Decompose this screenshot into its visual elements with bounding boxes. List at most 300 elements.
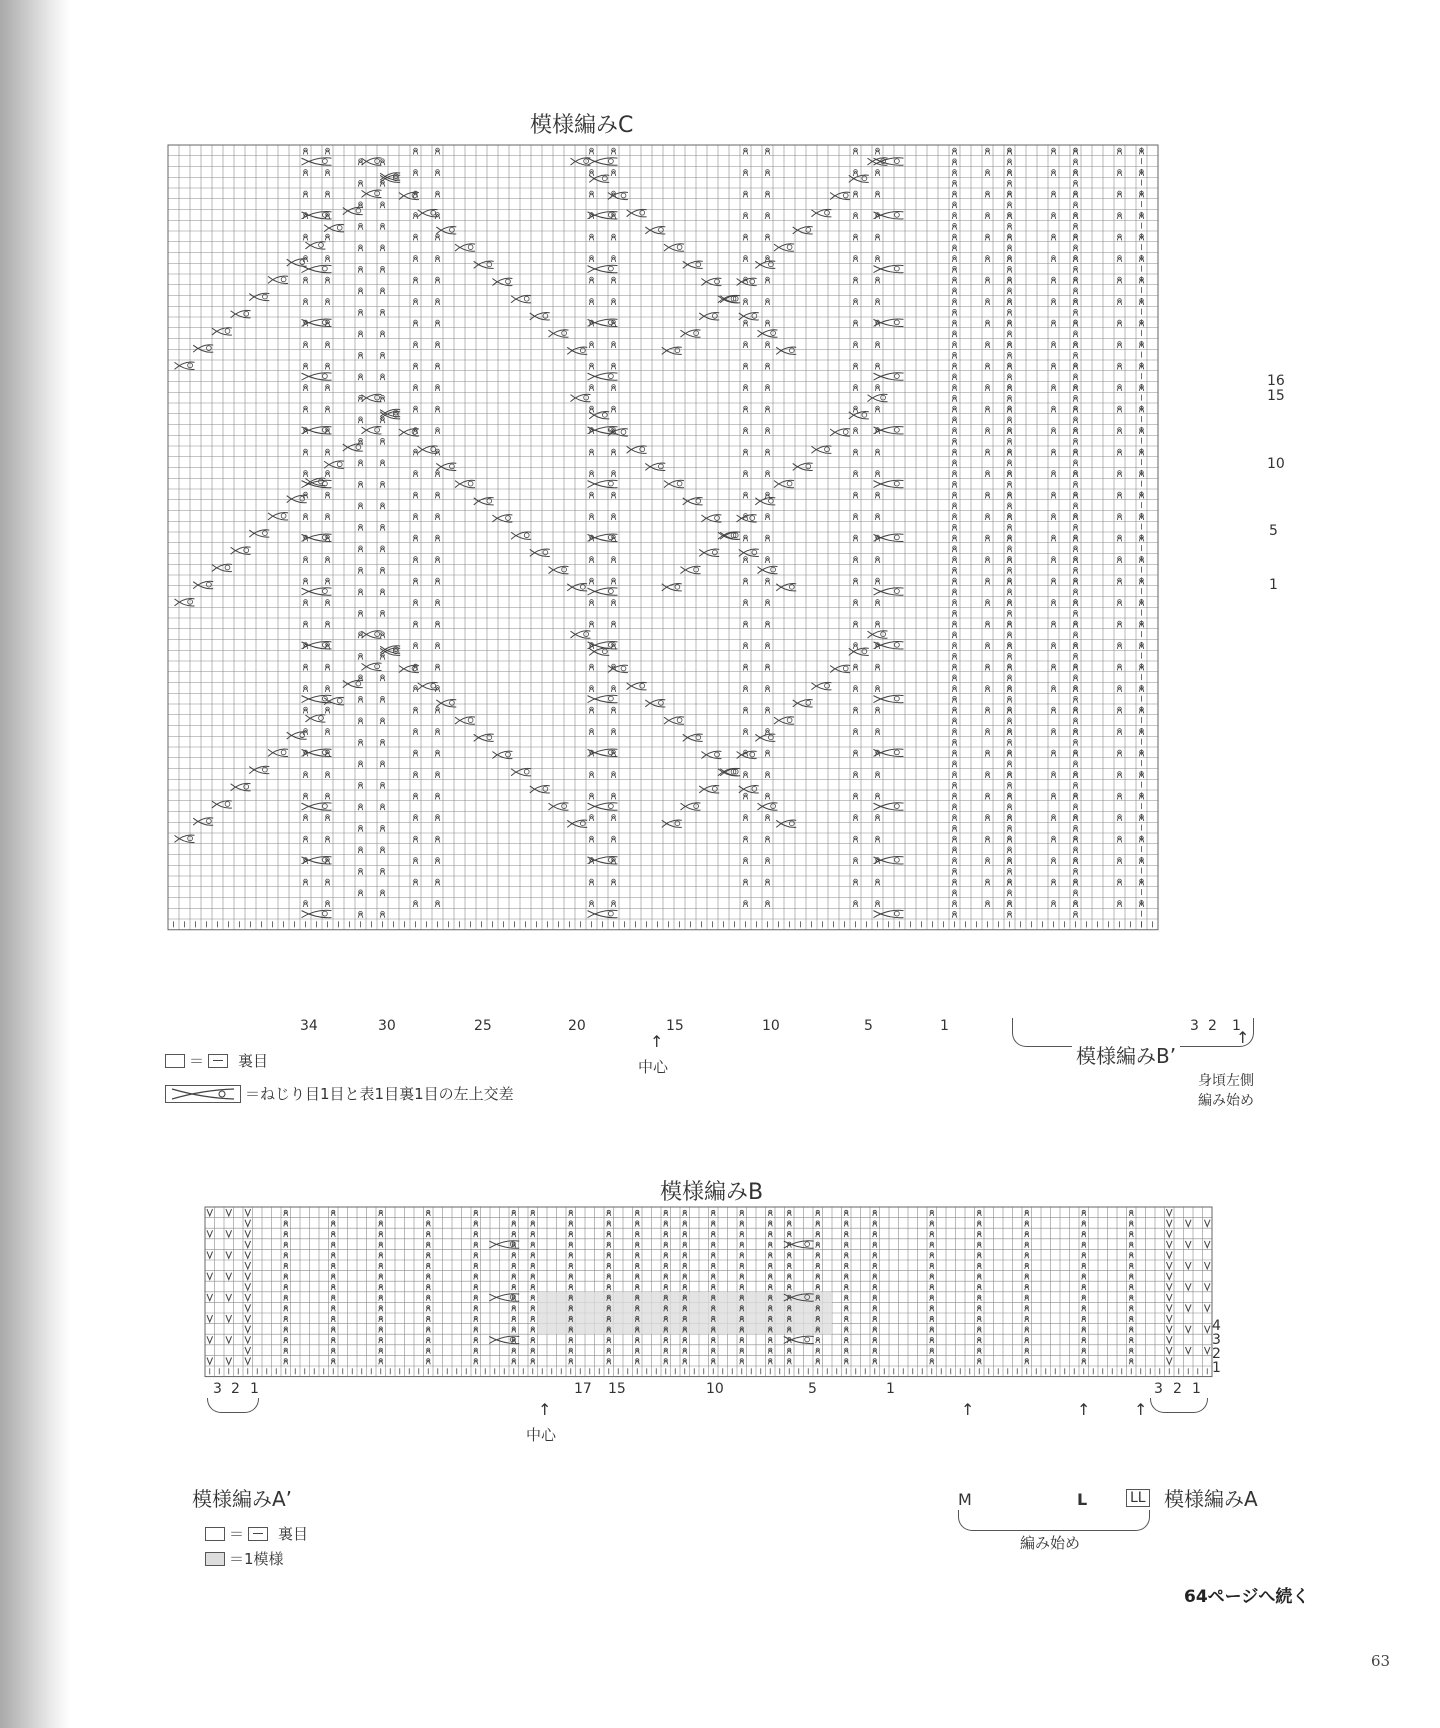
twisted-stitch-icon xyxy=(1007,438,1012,444)
twisted-stitch-icon xyxy=(985,363,990,369)
twisted-stitch-icon xyxy=(325,277,330,283)
twisted-stitch-icon xyxy=(875,901,880,907)
twisted-stitch-icon xyxy=(743,428,748,434)
cross-stitch-icon xyxy=(662,583,682,590)
twisted-stitch-icon xyxy=(977,1221,981,1227)
twisted-stitch-icon xyxy=(765,514,770,520)
twisted-stitch-icon xyxy=(1129,1359,1133,1365)
slip-stitch-icon xyxy=(1185,1262,1191,1269)
twisted-stitch-icon xyxy=(765,406,770,412)
twisted-stitch-icon xyxy=(1073,772,1078,778)
twisted-stitch-icon xyxy=(740,1338,744,1344)
twisted-stitch-icon xyxy=(765,557,770,563)
twisted-stitch-icon xyxy=(531,1232,535,1238)
twisted-stitch-icon xyxy=(607,1359,611,1365)
twisted-stitch-icon xyxy=(512,1285,516,1291)
twisted-stitch-icon xyxy=(977,1338,981,1344)
cross-stitch-icon xyxy=(567,583,587,590)
twisted-stitch-icon xyxy=(435,600,440,606)
twisted-stitch-icon xyxy=(303,707,308,713)
twisted-stitch-icon xyxy=(853,449,858,455)
twisted-stitch-icon xyxy=(325,772,330,778)
legend-equals: ＝ xyxy=(229,1525,245,1543)
twisted-stitch-icon xyxy=(740,1232,744,1238)
twisted-stitch-icon xyxy=(711,1242,715,1248)
twisted-stitch-icon xyxy=(1051,836,1056,842)
cross-stitch-icon xyxy=(362,663,382,670)
twisted-stitch-icon xyxy=(1007,621,1012,627)
cross-stitch-icon xyxy=(302,158,332,165)
twisted-stitch-icon xyxy=(743,901,748,907)
twisted-stitch-icon xyxy=(853,600,858,606)
cross-stitch-icon xyxy=(588,588,618,595)
slip-stitch-icon xyxy=(245,1252,251,1259)
twisted-stitch-icon xyxy=(303,385,308,391)
cross-stitch-icon xyxy=(343,444,363,451)
twisted-stitch-icon xyxy=(873,1263,877,1269)
twisted-stitch-icon xyxy=(1117,406,1122,412)
twisted-stitch-icon xyxy=(589,277,594,283)
twisted-stitch-icon xyxy=(1073,782,1078,788)
twisted-stitch-icon xyxy=(474,1306,478,1312)
twisted-stitch-icon xyxy=(853,471,858,477)
slip-stitch-icon xyxy=(207,1294,213,1301)
twisted-stitch-icon xyxy=(1051,578,1056,584)
cross-stitch-icon xyxy=(645,463,665,470)
twisted-stitch-icon xyxy=(589,836,594,842)
twisted-stitch-icon xyxy=(426,1348,430,1354)
twisted-stitch-icon xyxy=(589,772,594,778)
twisted-stitch-icon xyxy=(1007,782,1012,788)
twisted-stitch-icon xyxy=(844,1210,848,1216)
twisted-stitch-icon xyxy=(303,600,308,606)
twisted-stitch-icon xyxy=(474,1338,478,1344)
twisted-stitch-icon xyxy=(853,621,858,627)
twisted-stitch-icon xyxy=(380,524,385,530)
twisted-stitch-icon xyxy=(853,514,858,520)
cross-stitch-icon xyxy=(489,1241,519,1248)
twisted-stitch-icon xyxy=(844,1327,848,1333)
twisted-stitch-icon xyxy=(977,1295,981,1301)
twisted-stitch-icon xyxy=(765,858,770,864)
twisted-stitch-icon xyxy=(635,1285,639,1291)
twisted-stitch-icon xyxy=(611,277,616,283)
cross-stitch-icon xyxy=(588,158,618,165)
twisted-stitch-icon xyxy=(303,621,308,627)
twisted-stitch-icon xyxy=(284,1306,288,1312)
twisted-stitch-icon xyxy=(743,815,748,821)
twisted-stitch-icon xyxy=(985,342,990,348)
twisted-stitch-icon xyxy=(952,847,957,853)
twisted-stitch-icon xyxy=(1007,266,1012,272)
twisted-stitch-icon xyxy=(435,707,440,713)
twisted-stitch-icon xyxy=(1051,600,1056,606)
cross-stitch-icon xyxy=(302,373,332,380)
twisted-stitch-icon xyxy=(1073,643,1078,649)
chart-b-col-10: 10 xyxy=(706,1381,724,1397)
cross-stitch-icon xyxy=(681,566,701,573)
legend-equals: ＝ xyxy=(189,1052,205,1070)
twisted-stitch-icon xyxy=(325,363,330,369)
cross-stitch-icon xyxy=(758,330,778,337)
twisted-stitch-icon xyxy=(1117,836,1122,842)
cross-stitch-icon xyxy=(193,581,213,588)
cross-stitch-icon xyxy=(868,158,888,165)
cross-stitch-icon xyxy=(758,803,778,810)
twisted-stitch-icon xyxy=(1007,417,1012,423)
twisted-stitch-icon xyxy=(1007,546,1012,552)
twisted-stitch-icon xyxy=(930,1348,934,1354)
twisted-stitch-icon xyxy=(379,1274,383,1280)
twisted-stitch-icon xyxy=(1073,331,1078,337)
twisted-stitch-icon xyxy=(853,428,858,434)
twisted-stitch-icon xyxy=(816,1221,820,1227)
twisted-stitch-icon xyxy=(284,1327,288,1333)
cross-stitch-icon xyxy=(793,700,813,707)
slip-stitch-icon xyxy=(245,1358,251,1365)
twisted-stitch-icon xyxy=(435,277,440,283)
twisted-stitch-icon xyxy=(711,1210,715,1216)
twisted-stitch-icon xyxy=(607,1221,611,1227)
twisted-stitch-icon xyxy=(589,664,594,670)
twisted-stitch-icon xyxy=(303,406,308,412)
twisted-stitch-icon xyxy=(1129,1253,1133,1259)
chart-b-grid xyxy=(205,1207,1215,1379)
twisted-stitch-icon xyxy=(435,234,440,240)
twisted-stitch-icon xyxy=(1117,621,1122,627)
twisted-stitch-icon xyxy=(413,514,418,520)
twisted-stitch-icon xyxy=(569,1210,573,1216)
twisted-stitch-icon xyxy=(1073,223,1078,229)
twisted-stitch-icon xyxy=(358,417,363,423)
twisted-stitch-icon xyxy=(325,600,330,606)
cross-stitch-icon xyxy=(436,227,456,234)
twisted-stitch-icon xyxy=(930,1221,934,1227)
slip-stitch-icon xyxy=(1166,1358,1172,1365)
twisted-stitch-icon xyxy=(1025,1327,1029,1333)
cross-stitch-icon xyxy=(627,209,647,216)
twisted-stitch-icon xyxy=(1129,1316,1133,1322)
twisted-stitch-icon xyxy=(611,471,616,477)
twisted-stitch-icon xyxy=(413,858,418,864)
twisted-stitch-icon xyxy=(325,836,330,842)
twisted-stitch-icon xyxy=(952,836,957,842)
twisted-stitch-icon xyxy=(379,1210,383,1216)
twisted-stitch-icon xyxy=(474,1253,478,1259)
twisted-stitch-icon xyxy=(1117,191,1122,197)
twisted-stitch-icon xyxy=(765,600,770,606)
twisted-stitch-icon xyxy=(952,481,957,487)
twisted-stitch-icon xyxy=(435,664,440,670)
twisted-stitch-icon xyxy=(358,739,363,745)
chart-b-a-brace xyxy=(1150,1398,1208,1413)
twisted-stitch-icon xyxy=(1025,1253,1029,1259)
twisted-stitch-icon xyxy=(531,1263,535,1269)
twisted-stitch-icon xyxy=(1025,1242,1029,1248)
cross-stitch-icon xyxy=(571,631,591,638)
twisted-stitch-icon xyxy=(1073,686,1078,692)
twisted-stitch-icon xyxy=(873,1316,877,1322)
twisted-stitch-icon xyxy=(413,879,418,885)
twisted-stitch-icon xyxy=(875,492,880,498)
twisted-stitch-icon xyxy=(531,1221,535,1227)
twisted-stitch-icon xyxy=(768,1285,772,1291)
twisted-stitch-icon xyxy=(1073,825,1078,831)
twisted-stitch-icon xyxy=(435,557,440,563)
chart-b-row-1: 1 xyxy=(1212,1360,1221,1376)
twisted-stitch-icon xyxy=(1051,557,1056,563)
twisted-stitch-icon xyxy=(358,610,363,616)
twisted-stitch-icon xyxy=(952,610,957,616)
twisted-stitch-icon xyxy=(1051,643,1056,649)
cross-stitch-icon xyxy=(874,803,904,810)
twisted-stitch-icon xyxy=(413,772,418,778)
twisted-stitch-icon xyxy=(985,772,990,778)
twisted-stitch-icon xyxy=(1117,471,1122,477)
twisted-stitch-icon xyxy=(379,1316,383,1322)
cross-stitch-icon xyxy=(474,734,494,741)
twisted-stitch-icon xyxy=(303,772,308,778)
twisted-stitch-icon xyxy=(1073,449,1078,455)
twisted-stitch-icon xyxy=(589,406,594,412)
twisted-stitch-icon xyxy=(435,406,440,412)
cross-stitch-icon xyxy=(739,549,759,556)
twisted-stitch-icon xyxy=(743,793,748,799)
twisted-stitch-icon xyxy=(985,148,990,154)
twisted-stitch-icon xyxy=(1025,1316,1029,1322)
twisted-stitch-icon xyxy=(380,223,385,229)
twisted-stitch-icon xyxy=(569,1242,573,1248)
twisted-stitch-icon xyxy=(1073,546,1078,552)
twisted-stitch-icon xyxy=(611,492,616,498)
twisted-stitch-icon xyxy=(325,299,330,305)
chart-b-row-2: 2 xyxy=(1212,1346,1221,1362)
twisted-stitch-icon xyxy=(512,1359,516,1365)
cross-stitch-icon xyxy=(811,682,831,689)
twisted-stitch-icon xyxy=(589,234,594,240)
twisted-stitch-icon xyxy=(952,707,957,713)
twisted-stitch-icon xyxy=(1007,449,1012,455)
twisted-stitch-icon xyxy=(413,836,418,842)
twisted-stitch-icon xyxy=(977,1210,981,1216)
twisted-stitch-icon xyxy=(589,793,594,799)
twisted-stitch-icon xyxy=(1051,406,1056,412)
twisted-stitch-icon xyxy=(875,793,880,799)
twisted-stitch-icon xyxy=(1073,610,1078,616)
twisted-stitch-icon xyxy=(853,643,858,649)
twisted-stitch-icon xyxy=(765,234,770,240)
twisted-stitch-icon xyxy=(930,1210,934,1216)
twisted-stitch-icon xyxy=(740,1359,744,1365)
twisted-stitch-icon xyxy=(413,535,418,541)
twisted-stitch-icon xyxy=(1007,815,1012,821)
twisted-stitch-icon xyxy=(426,1210,430,1216)
twisted-stitch-icon xyxy=(952,600,957,606)
cross-stitch-icon xyxy=(567,347,587,354)
twisted-stitch-icon xyxy=(787,1359,791,1365)
twisted-stitch-icon xyxy=(512,1263,516,1269)
twisted-stitch-icon xyxy=(1007,223,1012,229)
cross-stitch-icon xyxy=(287,732,307,739)
twisted-stitch-icon xyxy=(985,234,990,240)
twisted-stitch-icon xyxy=(611,342,616,348)
twisted-stitch-icon xyxy=(474,1210,478,1216)
twisted-stitch-icon xyxy=(952,363,957,369)
twisted-stitch-icon xyxy=(531,1285,535,1291)
twisted-stitch-icon xyxy=(303,836,308,842)
twisted-stitch-icon xyxy=(952,406,957,412)
twisted-stitch-icon xyxy=(930,1306,934,1312)
twisted-stitch-icon xyxy=(331,1348,335,1354)
twisted-stitch-icon xyxy=(875,406,880,412)
twisted-stitch-icon xyxy=(474,1221,478,1227)
twisted-stitch-icon xyxy=(1007,911,1012,917)
twisted-stitch-icon xyxy=(303,363,308,369)
twisted-stitch-icon xyxy=(985,686,990,692)
twisted-stitch-icon xyxy=(435,256,440,262)
twisted-stitch-icon xyxy=(743,342,748,348)
twisted-stitch-icon xyxy=(413,299,418,305)
cross-stitch-icon xyxy=(362,631,382,638)
twisted-stitch-icon xyxy=(325,686,330,692)
twisted-stitch-icon xyxy=(635,1232,639,1238)
blank-cell-icon xyxy=(205,1527,225,1541)
twisted-stitch-icon xyxy=(844,1348,848,1354)
twisted-stitch-icon xyxy=(512,1221,516,1227)
twisted-stitch-icon xyxy=(1007,858,1012,864)
twisted-stitch-icon xyxy=(743,729,748,735)
twisted-stitch-icon xyxy=(875,600,880,606)
twisted-stitch-icon xyxy=(816,1285,820,1291)
cross-stitch-icon xyxy=(305,715,325,722)
cross-stitch-icon xyxy=(793,463,813,470)
twisted-stitch-icon xyxy=(380,761,385,767)
chart-b-m-arrow-icon: ↑ xyxy=(961,1400,975,1419)
slip-stitch-icon xyxy=(226,1273,232,1280)
twisted-stitch-icon xyxy=(284,1232,288,1238)
twisted-stitch-icon xyxy=(664,1338,668,1344)
twisted-stitch-icon xyxy=(325,385,330,391)
twisted-stitch-icon xyxy=(358,546,363,552)
twisted-stitch-icon xyxy=(743,643,748,649)
cross-stitch-icon xyxy=(589,175,609,182)
twisted-stitch-icon xyxy=(683,1285,687,1291)
twisted-stitch-icon xyxy=(977,1359,981,1365)
slip-stitch-icon xyxy=(1185,1326,1191,1333)
twisted-stitch-icon xyxy=(853,191,858,197)
twisted-stitch-icon xyxy=(1007,567,1012,573)
cross-stitch-icon xyxy=(868,394,888,401)
twisted-stitch-icon xyxy=(1073,890,1078,896)
twisted-stitch-icon xyxy=(664,1221,668,1227)
twisted-stitch-icon xyxy=(930,1242,934,1248)
twisted-stitch-icon xyxy=(743,234,748,240)
twisted-stitch-icon xyxy=(1073,836,1078,842)
twisted-stitch-icon xyxy=(853,213,858,219)
twisted-stitch-icon xyxy=(1073,299,1078,305)
twisted-stitch-icon xyxy=(325,578,330,584)
twisted-stitch-icon xyxy=(358,223,363,229)
chart-c-col-34: 34 xyxy=(300,1018,318,1034)
twisted-stitch-icon xyxy=(853,686,858,692)
twisted-stitch-icon xyxy=(635,1210,639,1216)
twisted-stitch-icon xyxy=(435,191,440,197)
twisted-stitch-icon xyxy=(683,1263,687,1269)
twisted-stitch-icon xyxy=(683,1348,687,1354)
twisted-stitch-icon xyxy=(1051,170,1056,176)
twisted-stitch-icon xyxy=(358,782,363,788)
twisted-stitch-icon xyxy=(380,245,385,251)
cross-stitch-icon xyxy=(776,583,796,590)
twisted-stitch-icon xyxy=(765,191,770,197)
twisted-stitch-icon xyxy=(743,191,748,197)
twisted-stitch-icon xyxy=(331,1338,335,1344)
twisted-stitch-icon xyxy=(952,331,957,337)
twisted-stitch-icon xyxy=(873,1253,877,1259)
twisted-stitch-icon xyxy=(1007,890,1012,896)
twisted-stitch-icon xyxy=(607,1274,611,1280)
twisted-stitch-icon xyxy=(358,890,363,896)
twisted-stitch-icon xyxy=(325,621,330,627)
twisted-stitch-icon xyxy=(844,1316,848,1322)
twisted-stitch-icon xyxy=(768,1221,772,1227)
chart-c-grid xyxy=(168,145,1268,1035)
twisted-stitch-icon xyxy=(816,1359,820,1365)
twisted-stitch-icon xyxy=(413,901,418,907)
twisted-stitch-icon xyxy=(1007,643,1012,649)
twisted-stitch-icon xyxy=(1073,868,1078,874)
twisted-stitch-icon xyxy=(875,664,880,670)
twisted-stitch-icon xyxy=(413,213,418,219)
twisted-stitch-icon xyxy=(985,729,990,735)
cross-stitch-icon xyxy=(811,446,831,453)
twisted-stitch-icon xyxy=(426,1327,430,1333)
twisted-stitch-icon xyxy=(531,1338,535,1344)
twisted-stitch-icon xyxy=(1117,643,1122,649)
twisted-stitch-icon xyxy=(875,879,880,885)
twisted-stitch-icon xyxy=(1073,481,1078,487)
twisted-stitch-icon xyxy=(611,299,616,305)
chart-b-ll-arrow-icon: ↑ xyxy=(1134,1400,1148,1419)
twisted-stitch-icon xyxy=(1051,686,1056,692)
twisted-stitch-icon xyxy=(379,1295,383,1301)
twisted-stitch-icon xyxy=(1007,363,1012,369)
twisted-stitch-icon xyxy=(768,1263,772,1269)
twisted-stitch-icon xyxy=(952,696,957,702)
cross-stitch-icon xyxy=(811,209,831,216)
twisted-stitch-icon xyxy=(426,1242,430,1248)
cross-stitch-icon xyxy=(362,190,382,197)
twisted-stitch-icon xyxy=(977,1274,981,1280)
twisted-stitch-icon xyxy=(985,277,990,283)
twisted-stitch-icon xyxy=(743,707,748,713)
twisted-stitch-icon xyxy=(985,170,990,176)
twisted-stitch-icon xyxy=(611,621,616,627)
twisted-stitch-icon xyxy=(743,320,748,326)
slip-stitch-icon xyxy=(245,1209,251,1216)
twisted-stitch-icon xyxy=(303,514,308,520)
cross-stitch-icon xyxy=(567,820,587,827)
twisted-stitch-icon xyxy=(1025,1306,1029,1312)
cross-stitch-icon xyxy=(530,313,550,320)
slip-stitch-icon xyxy=(1166,1273,1172,1280)
twisted-stitch-icon xyxy=(611,879,616,885)
chart-b-left-1: 1 xyxy=(250,1381,259,1397)
twisted-stitch-icon xyxy=(1117,299,1122,305)
twisted-stitch-icon xyxy=(531,1348,535,1354)
twisted-stitch-icon xyxy=(765,793,770,799)
twisted-stitch-icon xyxy=(611,170,616,176)
